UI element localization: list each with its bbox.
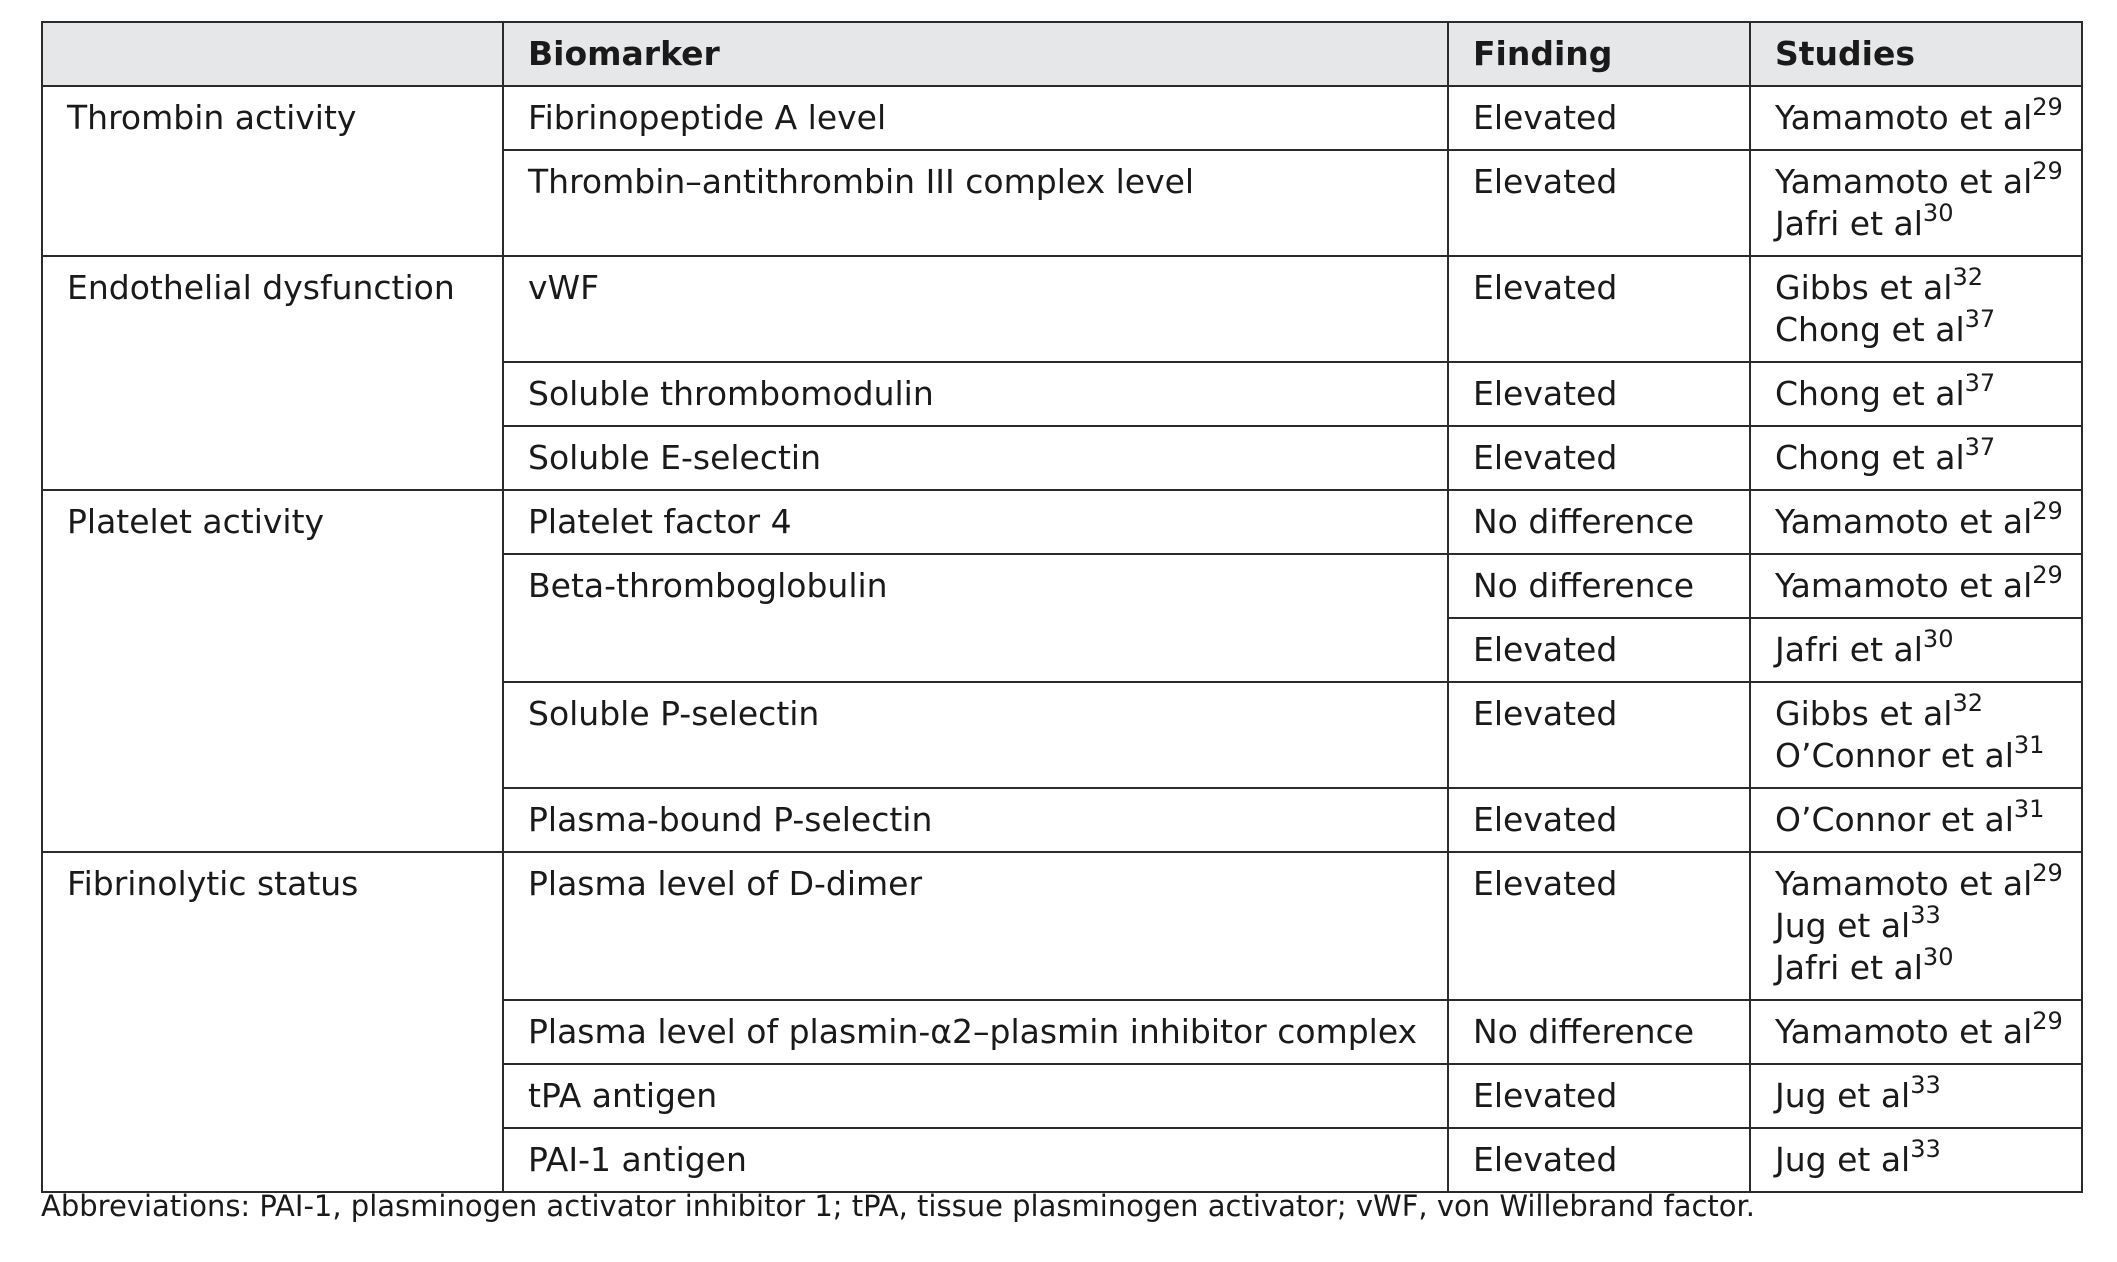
biomarker-cell: Thrombin–antithrombin III complex level [503, 150, 1448, 256]
biomarker-cell: tPA antigen [503, 1064, 1448, 1128]
studies-cell [1750, 788, 2082, 852]
biomarker-cell: Soluble P-selectin [503, 682, 1448, 788]
header-finding: Finding [1448, 22, 1750, 86]
studies-cell [1750, 1064, 2082, 1128]
studies-cell [1750, 682, 2082, 788]
biomarker-table [41, 21, 2083, 1193]
studies-cell [1750, 1128, 2082, 1192]
study-citation: Jug et $al^{33}$ [1775, 901, 1941, 945]
studies-cell [1750, 86, 2082, 150]
studies-cell [1750, 1000, 2082, 1064]
biomarker-cell: Soluble thrombomodulin [503, 362, 1448, 426]
study-citation: Yamamoto et $al^{29}$ [1775, 1007, 2063, 1051]
biomarker-cell: Plasma level of plasmin-α2–plasmin inhibitor complex [503, 1000, 1448, 1064]
header-category [42, 22, 503, 86]
study-citation: Yamamoto et $al^{29}$ [1775, 93, 2063, 137]
finding-cell: No difference [1448, 554, 1750, 618]
category-cell: Thrombin activity [42, 86, 503, 256]
study-citation: Yamamoto et $al^{29}$ [1775, 157, 2063, 201]
study-citation: Gibbs et $al^{32}$ [1775, 689, 1983, 733]
study-citation: Chong et $al^{37}$ [1775, 433, 1996, 477]
finding-cell: Elevated [1448, 1064, 1750, 1128]
table-footnote: Abbreviations: PAI-1, plasminogen activator inhibitor 1; tPA, tissue plasminogen activator; vWF, von Willebrand factor. [41, 1189, 1756, 1223]
finding-cell: Elevated [1448, 86, 1750, 150]
studies-cell [1750, 852, 2082, 1000]
table-row [42, 256, 2082, 362]
table-row [42, 86, 2082, 150]
finding-cell: Elevated [1448, 852, 1750, 1000]
study-citation: Gibbs et $al^{32}$ [1775, 263, 1983, 307]
biomarker-table-container [41, 21, 2081, 1193]
finding-cell: Elevated [1448, 256, 1750, 362]
studies-cell [1750, 150, 2082, 256]
studies-cell [1750, 256, 2082, 362]
studies-cell [1750, 554, 2082, 618]
finding-cell: Elevated [1448, 150, 1750, 256]
studies-cell [1750, 362, 2082, 426]
study-citation: Yamamoto et $al^{29}$ [1775, 859, 2063, 903]
table-row [42, 852, 2082, 1000]
biomarker-cell: Plasma level of D-dimer [503, 852, 1448, 1000]
category-cell: Endothelial dysfunction [42, 256, 503, 490]
studies-cell [1750, 426, 2082, 490]
category-cell: Platelet activity [42, 490, 503, 852]
biomarker-cell: Soluble E-selectin [503, 426, 1448, 490]
finding-cell: No difference [1448, 490, 1750, 554]
finding-cell: Elevated [1448, 1128, 1750, 1192]
finding-cell: Elevated [1448, 426, 1750, 490]
biomarker-cell: Plasma-bound P-selectin [503, 788, 1448, 852]
study-citation: O’Connor et $al^{31}$ [1775, 731, 2045, 775]
study-citation: Jafri et $al^{30}$ [1775, 943, 1954, 987]
study-citation: Chong et $al^{37}$ [1775, 369, 1996, 413]
header-studies: Studies [1750, 22, 2082, 86]
study-citation: Jafri et $al^{30}$ [1775, 199, 1954, 243]
study-citation: Yamamoto et $al^{29}$ [1775, 497, 2063, 541]
study-citation: Jafri et $al^{30}$ [1775, 625, 1954, 669]
table-row [42, 490, 2082, 554]
study-citation: Jug et $al^{33}$ [1775, 1135, 1941, 1179]
table-header-row [42, 22, 2082, 86]
finding-cell: No difference [1448, 1000, 1750, 1064]
header-biomarker: Biomarker [503, 22, 1448, 86]
studies-cell [1750, 618, 2082, 682]
biomarker-cell: vWF [503, 256, 1448, 362]
biomarker-cell: Fibrinopeptide A level [503, 86, 1448, 150]
finding-cell: Elevated [1448, 362, 1750, 426]
study-citation: Yamamoto et $al^{29}$ [1775, 561, 2063, 605]
study-citation: O’Connor et $al^{31}$ [1775, 795, 2045, 839]
finding-cell: Elevated [1448, 682, 1750, 788]
finding-cell: Elevated [1448, 788, 1750, 852]
biomarker-cell: Platelet factor 4 [503, 490, 1448, 554]
study-citation: Jug et $al^{33}$ [1775, 1071, 1941, 1115]
studies-cell [1750, 490, 2082, 554]
biomarker-cell: PAI-1 antigen [503, 1128, 1448, 1192]
finding-cell: Elevated [1448, 618, 1750, 682]
study-citation: Chong et $al^{37}$ [1775, 305, 1996, 349]
biomarker-cell: Beta-thromboglobulin [503, 554, 1448, 682]
category-cell: Fibrinolytic status [42, 852, 503, 1192]
